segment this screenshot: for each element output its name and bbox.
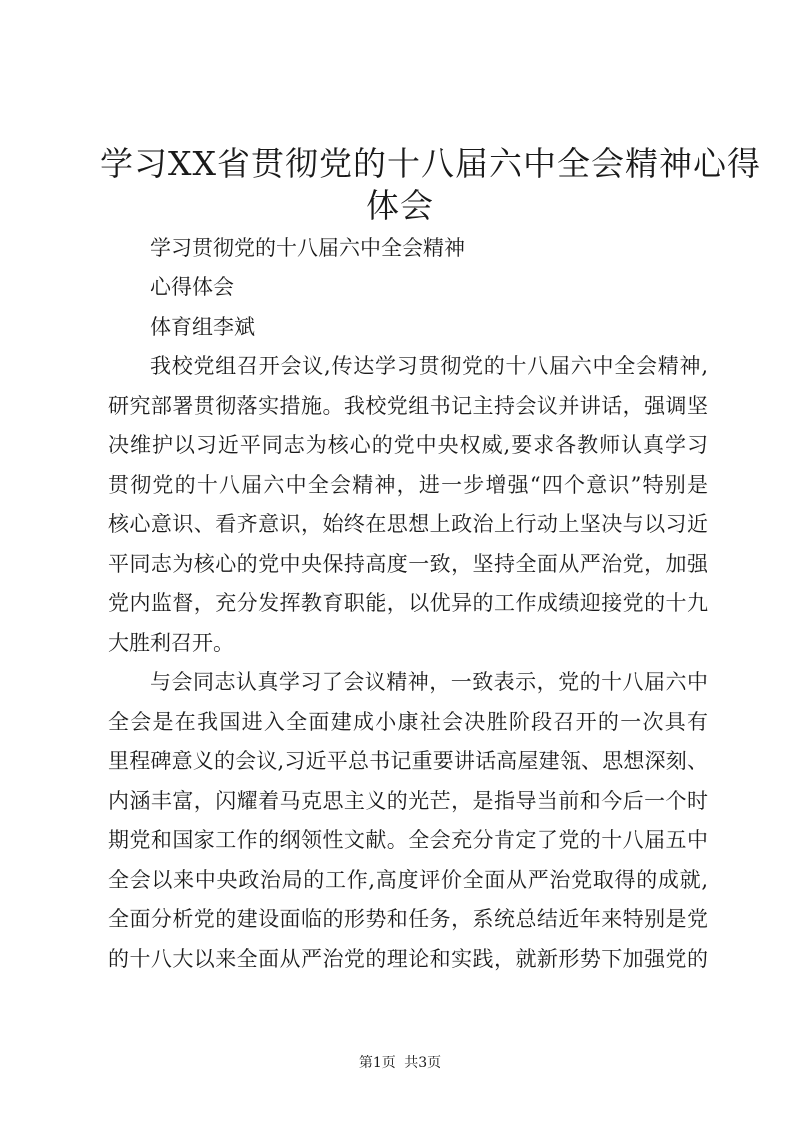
paragraph-1-line: 研究部署贯彻落实措施。我校党组书记主持会议并讲话，强调坚 [108,394,708,418]
subtitle-line: 学习贯彻党的十八届六中全会精神 [150,236,465,260]
paragraph-1-line: 我校党组召开会议,传达学习贯彻党的十八届六中全会精神, [150,354,708,378]
paragraph-2-line: 里程碑意义的会议,习近平总书记重要讲话高屋建瓴、思想深刻、 [108,749,708,773]
paragraph-2-line: 全会是在我国进入全面建成小康社会决胜阶段召开的一次具有 [108,710,708,734]
author-line: 体育组李斌 [150,315,255,339]
paragraph-1-line: 党内监督，充分发挥教育职能，以优异的工作成绩迎接党的十九 [108,591,708,615]
paragraph-1-line: 平同志为核心的党中央保持高度一致，坚持全面从严治党，加强 [108,552,708,576]
paragraph-2-line: 内涵丰富，闪耀着马克思主义的光芒，是指导当前和今后一个时 [108,789,708,813]
document-title-line-2: 体会 [366,186,434,225]
page-footer [0,1054,800,1072]
page-number: 第1页 [358,1055,396,1071]
paragraph-2-line: 期党和国家工作的纲领性文献。全会充分肯定了党的十八届五中 [108,828,708,852]
subtitle-line: 心得体会 [150,275,234,299]
paragraph-2-line: 全会以来中央政治局的工作,高度评价全面从严治党取得的成就, [108,868,708,892]
paragraph-1-line: 决维护以习近平同志为核心的党中央权威,要求各教师认真学习 [108,433,708,457]
paragraph-2-line: 的十八大以来全面从严治党的理论和实践，就新形势下加强党的 [108,947,708,971]
paragraph-1-line: 核心意识、看齐意识，始终在思想上政治上行动上坚决与以习近 [108,512,708,536]
document-title-line-1: 学习XX省贯彻党的十八届六中全会精神心得 [100,144,761,183]
page-total: 共3页 [404,1055,442,1071]
paragraph-2-line: 与会同志认真学习了会议精神，一致表示，党的十八届六中 [150,670,708,694]
paragraph-1-line: 大胜利召开。 [108,631,234,655]
paragraph-1-line: 贯彻党的十八届六中全会精神，进一步增强“四个意识”特别是 [108,473,708,497]
paragraph-2-line: 全面分析党的建设面临的形势和任务，系统总结近年来特别是党 [108,907,708,931]
